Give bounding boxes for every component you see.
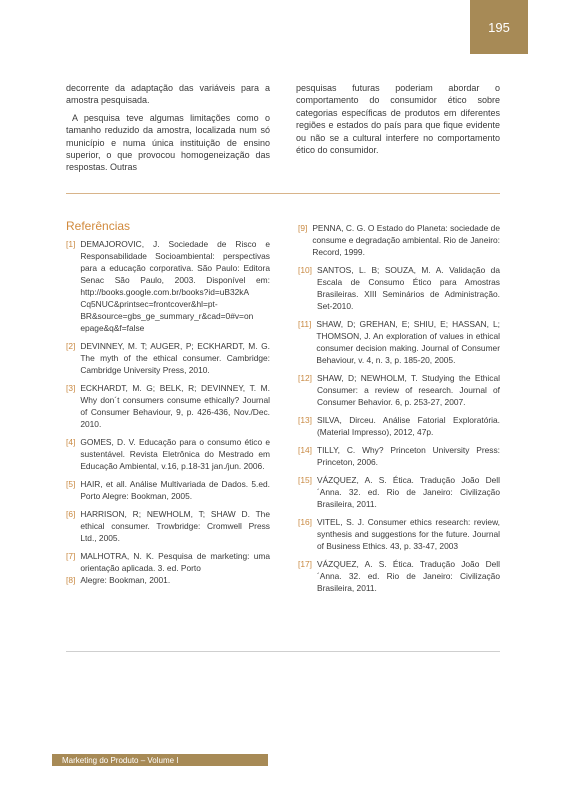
reference-text: SANTOS, L. B; SOUZA, M. A. Validação da Escala de Consumo Ético para Amostras Brasileiras. XIII Seminários de Administração. Set-2010.: [316, 265, 500, 311]
reference-item: [66, 550, 270, 574]
reference-number: [17]: [298, 559, 312, 569]
intro-paragraph: decorrente da adaptação das variáveis para a amostra pesquisada.: [66, 83, 270, 106]
reference-item: [298, 414, 500, 438]
reference-text: SILVA, Dirceu. Análise Fatorial Exploratória. (Material Impresso), 2012, 47p.: [316, 415, 500, 437]
reference-number: [1]: [66, 239, 76, 249]
reference-item: [298, 516, 500, 552]
reference-number: [7]: [66, 551, 76, 561]
reference-item: [298, 222, 500, 258]
reference-item: [66, 478, 270, 502]
reference-text: VÁZQUEZ, A. S. Ética. Tradução João Dell´Anna. 32. ed. Rio de Janeiro: Civilização Brasileira, 2011.: [316, 559, 500, 593]
reference-text: PENNA, C. G. O Estado do Planeta: sociedade de consume e degradação ambiental. Rio de Janeiro: Record, 1999.: [312, 223, 500, 257]
intro-left-column: [66, 82, 270, 179]
intro-paragraph: pesquisas futuras poderiam abordar o comportamento do consumidor ético sobre categorias específicas de produtos em diferentes regiões e estados do país para que fique evidente ou não se a cultural interfere no comportamento ético do consumidor.: [296, 83, 500, 156]
reference-text: VITEL, S. J. Consumer ethics research: review, synthesis and suggestions for the future. Journal of Business Ethics. 43, p. 33-47, 2003: [316, 517, 500, 551]
reference-text: MALHOTRA, N. K. Pesquisa de marketing: uma orientação aplicada. 3. ed. Porto: [80, 551, 270, 573]
reference-number: [2]: [66, 341, 76, 351]
reference-text: DEVINNEY, M. T; AUGER, P; ECKHARDT, M. G. The myth of the ethical consumer. Cambridge: Cambridge University Press, 2010.: [80, 341, 270, 375]
page-number: 195: [470, 0, 528, 54]
references-left-column: [66, 238, 270, 592]
reference-item: [298, 558, 500, 594]
intro-right-column: [296, 82, 500, 179]
reference-text: ECKHARDT, M. G; BELK, R; DEVINNEY, T. M. Why don´t consumers consume ethically? Journal of Consumer Behaviour, 9, p. 426-436, Nov./Dec. 2010.: [80, 383, 270, 429]
reference-number: [16]: [298, 517, 312, 527]
references-heading: Referências: [66, 219, 131, 233]
reference-item: [66, 340, 270, 376]
reference-item: [298, 372, 500, 408]
bottom-divider: [66, 651, 500, 652]
reference-item: [66, 574, 270, 586]
reference-text: HARRISON, R; NEWHOLM, T; SHAW D. The ethical consumer. Trowbridge: Cromwell Press Ltd., 2005.: [80, 509, 270, 543]
reference-number: [10]: [298, 265, 312, 275]
reference-item: [66, 508, 270, 544]
reference-number: [15]: [298, 475, 312, 485]
reference-item: [298, 264, 500, 312]
references-right-column: [298, 222, 500, 600]
reference-number: [11]: [298, 319, 312, 329]
reference-number: [12]: [298, 373, 312, 383]
reference-text: SHAW, D; NEWHOLM, T. Studying the Ethical Consumer: a review of research. Journal of Consumer Behavior. 6, p. 253-27, 2007.: [316, 373, 500, 407]
reference-text: Alegre: Bookman, 2001.: [80, 575, 171, 585]
section-divider: [66, 193, 500, 194]
reference-number: [8]: [66, 575, 76, 585]
reference-text: GOMES, D. V. Educação para o consumo ético e sustentável. Revista Eletrônica do Mestrado em Educação Ambiental, v.16, p.18-31 jan./jun. 2006.: [80, 437, 270, 471]
reference-number: [5]: [66, 479, 76, 489]
reference-number: [4]: [66, 437, 76, 447]
reference-text: TILLY, C. Why? Princeton University Press: Princeton, 2006.: [316, 445, 500, 467]
reference-item: [66, 238, 270, 334]
reference-item: [298, 318, 500, 366]
reference-number: [6]: [66, 509, 76, 519]
reference-number: [14]: [298, 445, 312, 455]
reference-number: [3]: [66, 383, 76, 393]
reference-text: DEMAJOROVIC, J. Sociedade de Risco e Responsabilidade Socioambiental: perspectivas para a educação corporativa. São Paulo: Editora Senac São Paulo, 2003. Disponível em: http://books.google.com.br/books?id=uB32kA Cq5NUC&printsec=frontcover&hl=pt-BR&source=gbs_ge_summary_r&cad=0#v=on epage&q&f=false: [80, 239, 270, 333]
intro-paragraph: A pesquisa teve algumas limitações como o tamanho reduzido da amostra, localizada num só município e numa única instituição de ensino superior, o que provocou homogeneização das respostas. Outras: [66, 112, 270, 173]
reference-number: [9]: [298, 223, 308, 233]
reference-text: HAIR, et all. Análise Multivariada de Dados. 5.ed. Porto Alegre: Bookman, 2005.: [80, 479, 270, 501]
footer-title: Marketing do Produto – Volume I: [52, 754, 268, 766]
reference-item: [66, 382, 270, 430]
reference-text: VÁZQUEZ, A. S. Ética. Tradução João Dell´Anna. 32. ed. Rio de Janeiro: Civilização Brasileira, 2011.: [316, 475, 500, 509]
reference-number: [13]: [298, 415, 312, 425]
reference-item: [66, 436, 270, 472]
reference-item: [298, 444, 500, 468]
reference-text: SHAW, D; GREHAN, E; SHIU, E; HASSAN, L; THOMSON, J. An exploration of values in ethical consumer decision making. Journal of Consumer Behaviour, v. 4, n. 3, p. 185-20, 2005.: [316, 319, 500, 365]
reference-item: [298, 474, 500, 510]
intro-text: [66, 82, 500, 179]
